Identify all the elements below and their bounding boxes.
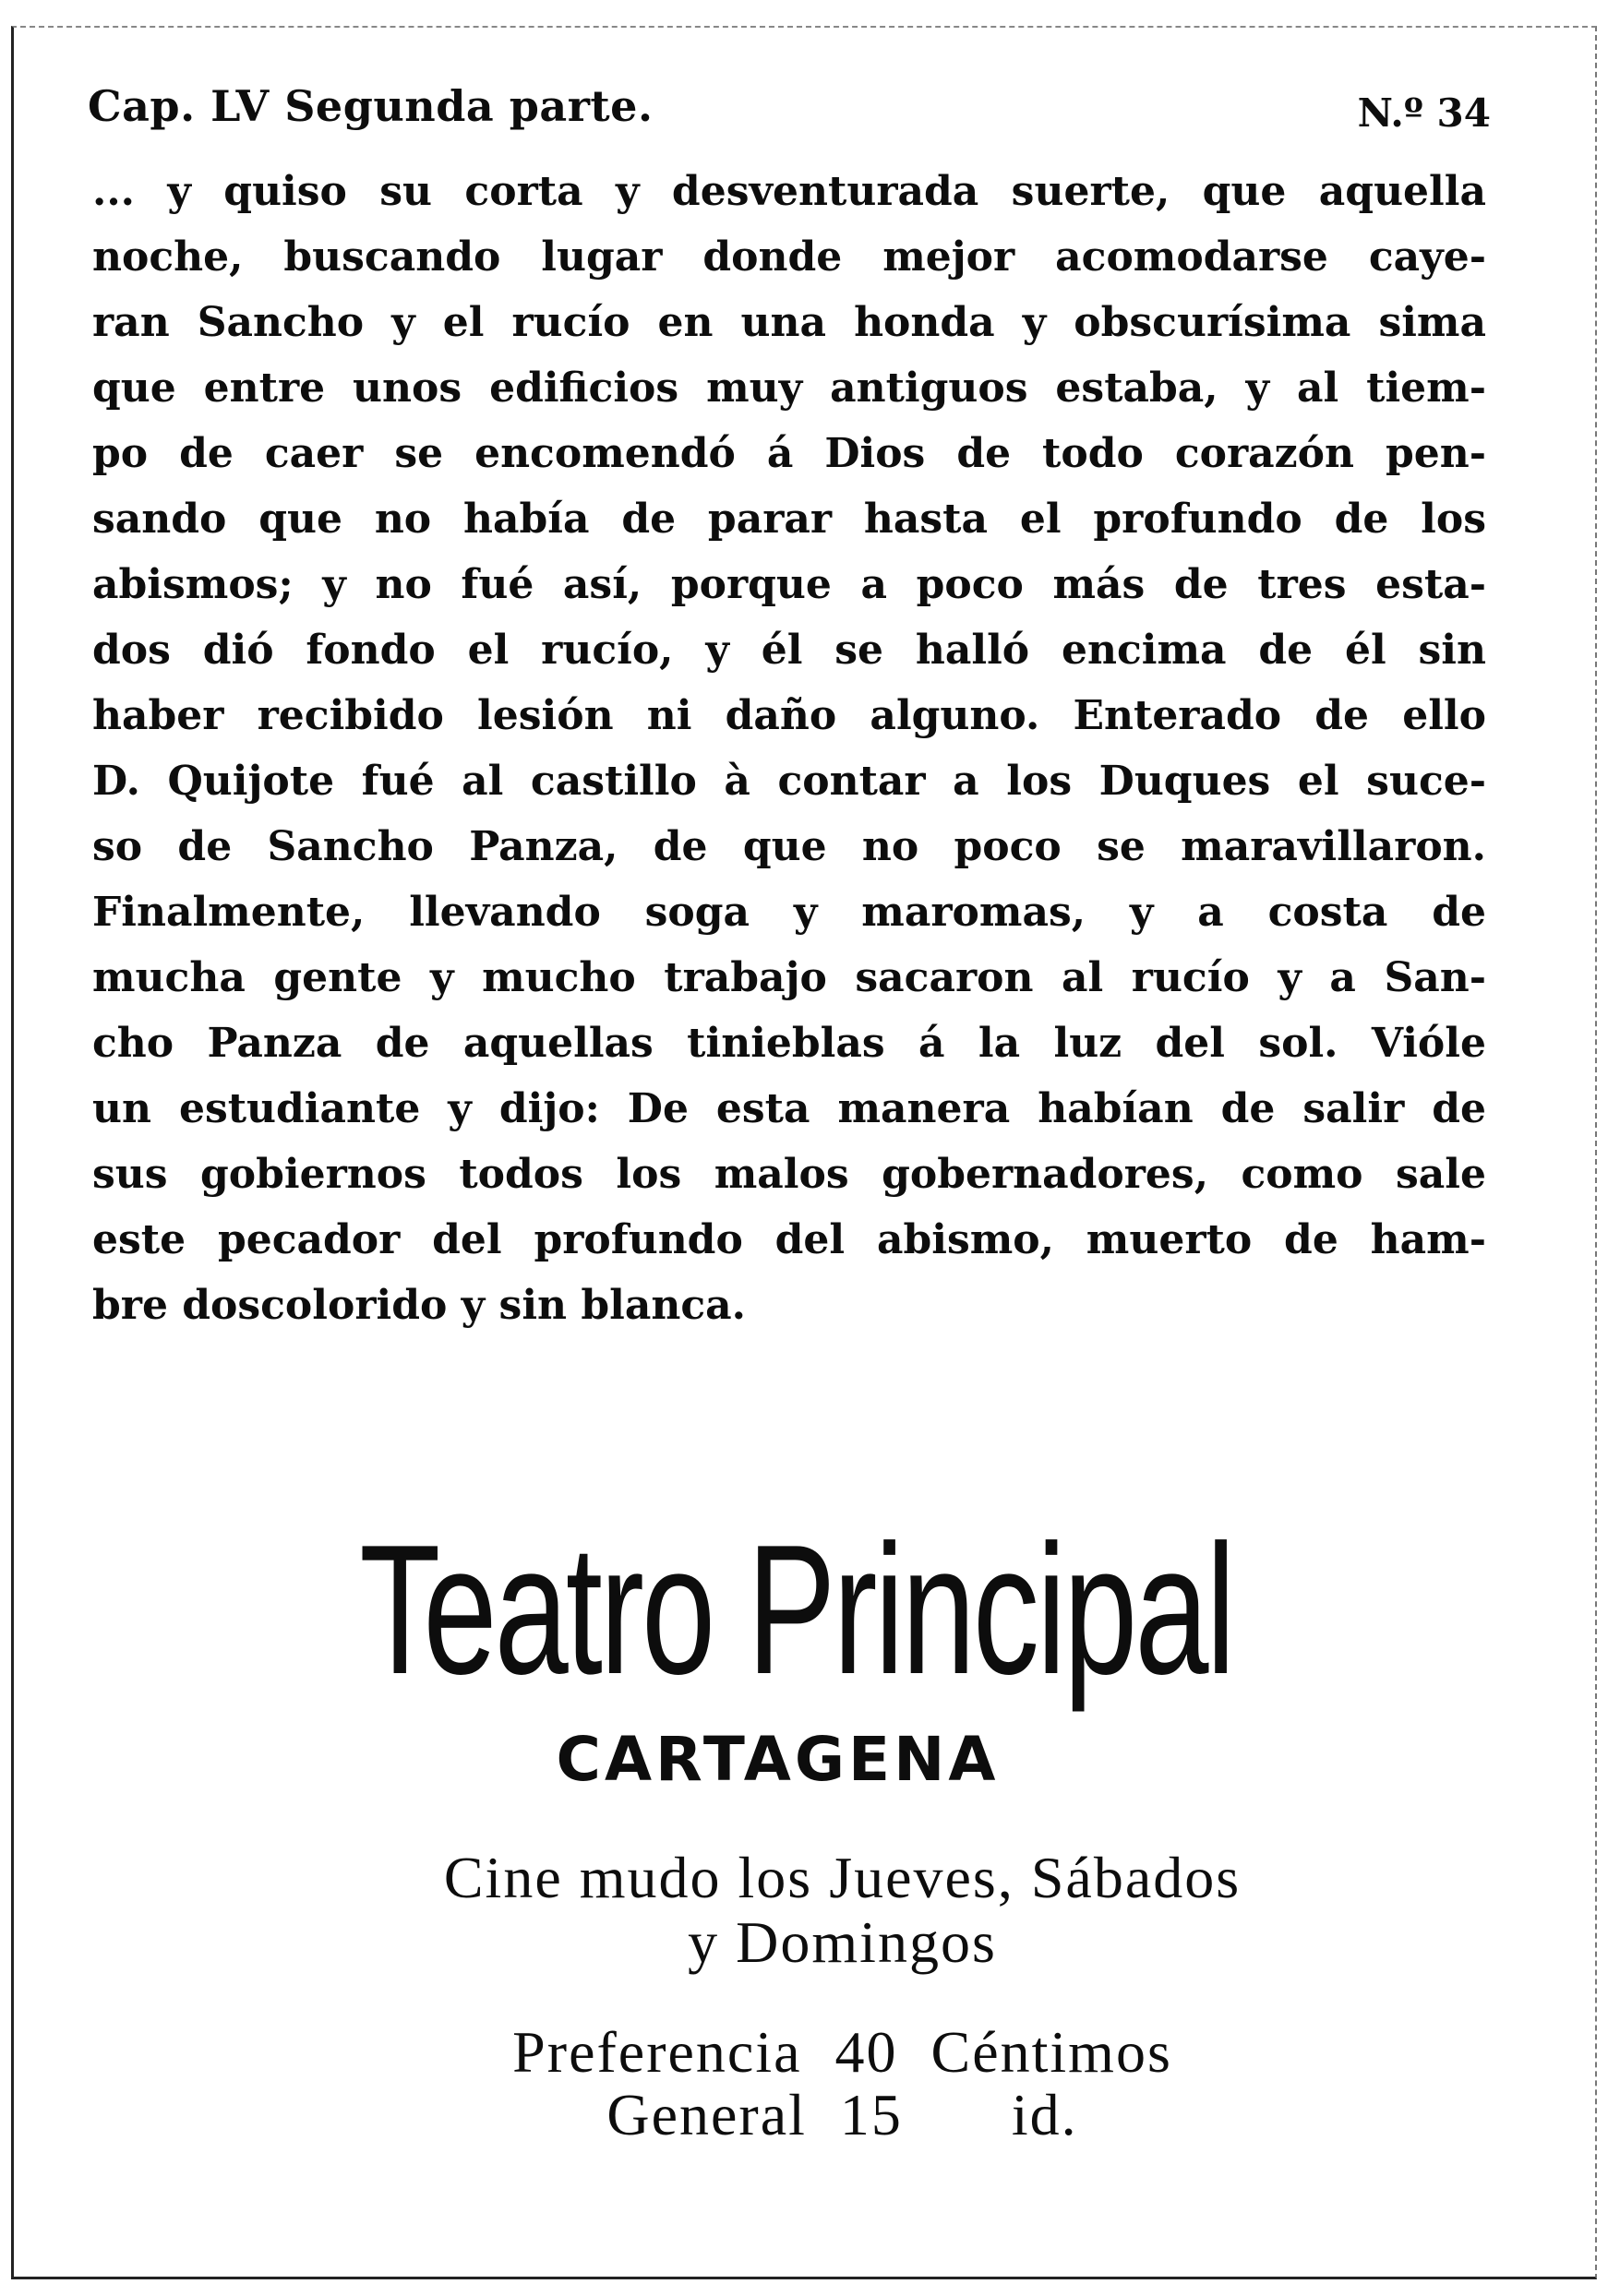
city-name: CARTAGENA (556, 1724, 1000, 1795)
text-line: ... y quiso su corta y desventurada suerte, que aquella (92, 168, 1486, 215)
story-paragraph (92, 159, 1486, 1338)
text-line: cho Panza de aquellas tinieblas á la luz del sol. Vióle (92, 1020, 1486, 1067)
text-line: sando que no había de parar hasta el profundo de los (92, 496, 1486, 543)
text-line: ran Sancho y el rucío en una honda y obscurísima sima (92, 299, 1486, 346)
price-row-preferencia (65, 2021, 1620, 2084)
price-amount: 15 (839, 2082, 903, 2147)
text-line: D. Quijote fué al castillo à contar a los Duques el suce- (92, 758, 1486, 805)
text-line: haber recibido lesión ni daño alguno. Enterado de ello (92, 692, 1486, 739)
cinema-schedule (65, 1846, 1620, 1975)
price-unit: id. (1011, 2082, 1078, 2147)
text-line: po de caer se encomendó á Dios de todo corazón pen- (92, 430, 1486, 477)
text-line: Finalmente, llevando soga y maromas, y a costa de (92, 889, 1486, 936)
text-line: que entre unos edificios muy antiguos estaba, y al tiem- (92, 365, 1486, 412)
price-list (65, 2021, 1620, 2147)
text-line: bre doscolorido y sin blanca. (92, 1282, 746, 1329)
text-line: este pecador del profundo del abismo, muerto de ham- (92, 1216, 1486, 1263)
price-amount: 40 (834, 2019, 898, 2085)
cinema-schedule-line: y Domingos (688, 1909, 997, 1975)
cinema-schedule-line: Cine mudo los Jueves, Sábados (443, 1845, 1242, 1910)
card-number: N.º 34 (1357, 90, 1491, 136)
text-line: un estudiante y dijo: De esta manera habían de salir de (92, 1085, 1486, 1132)
price-unit: Céntimos (930, 2019, 1172, 2085)
text-line: mucha gente y mucho trabajo sacaron al rucío y a San- (92, 954, 1486, 1001)
chapter-heading: Cap. LV Segunda parte. (88, 81, 654, 131)
theatre-advert (0, 1504, 1620, 2147)
text-line: dos dió fondo el rucío, y él se halló encima de él sin (92, 627, 1486, 674)
text-line: so de Sancho Panza, de que no poco se maravillaron. (92, 823, 1486, 870)
theatre-name: Teatro Principal (359, 1507, 1233, 1713)
page-header (88, 81, 1491, 146)
text-line: sus gobiernos todos los malos gobernadores, como sale (92, 1151, 1486, 1198)
price-label: Preferencia (512, 2019, 802, 2085)
text-line: noche, buscando lugar donde mejor acomodarse caye- (92, 233, 1486, 281)
price-row-general (65, 2084, 1620, 2147)
price-label: General (606, 2082, 807, 2147)
text-line: abismos; y no fué así, porque a poco más de tres esta- (92, 561, 1486, 608)
